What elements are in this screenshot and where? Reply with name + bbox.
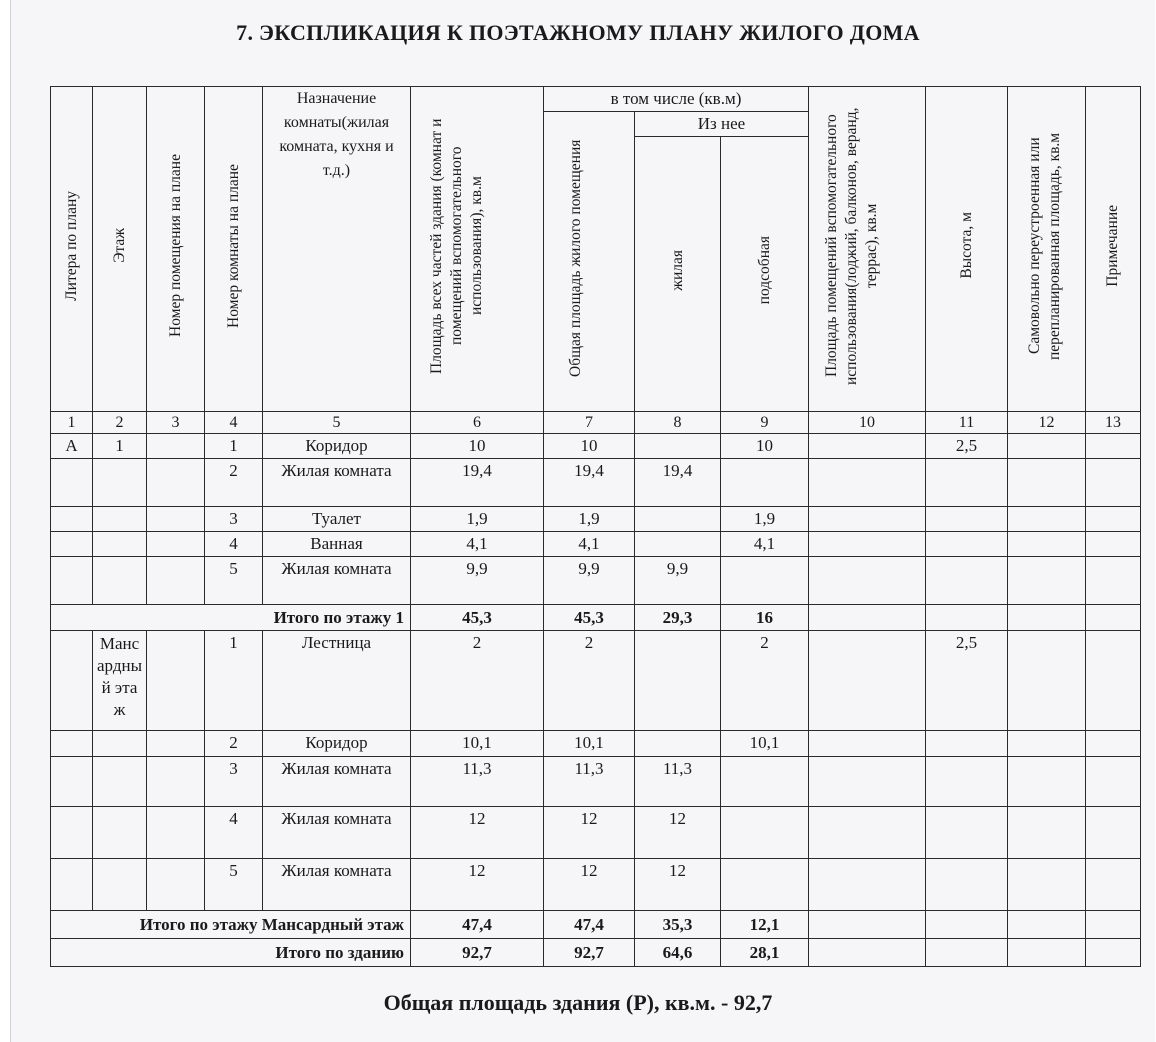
room-number: 4 <box>205 532 263 557</box>
room-name: Коридор <box>263 434 411 459</box>
general-area: 9,9 <box>544 557 635 605</box>
living-area: 12 <box>635 807 721 859</box>
header-auxiliary: подсобная <box>721 137 809 412</box>
header-including-group: в том числе (кв.м) <box>544 87 809 112</box>
col-number: 8 <box>635 412 721 434</box>
room-number: 3 <box>205 507 263 532</box>
total-area: 12 <box>411 807 544 859</box>
general-area: 12 <box>544 859 635 911</box>
col-number: 12 <box>1008 412 1086 434</box>
header-floor: Этаж <box>93 87 147 412</box>
header-of-which: Из нее <box>635 112 809 137</box>
table-row <box>51 459 1141 507</box>
col-number: 3 <box>147 412 205 434</box>
room-name: Жилая комната <box>263 807 411 859</box>
living-area: 9,9 <box>635 557 721 605</box>
floor-cell: 1 <box>93 434 147 459</box>
header-general-area: Общая площадь жилого помещения <box>544 112 635 412</box>
auxiliary-area: 10,1 <box>721 731 809 757</box>
subtotal-label: Итого по этажу 1 <box>51 605 411 631</box>
table-row <box>51 757 1141 807</box>
header-litera: Литера по плану <box>51 87 93 412</box>
room-number: 5 <box>205 859 263 911</box>
height-value: 2,5 <box>926 434 1008 459</box>
height-value: 2,5 <box>926 631 1008 731</box>
living-area <box>635 434 721 459</box>
col-number: 1 <box>51 412 93 434</box>
room-name: Жилая комната <box>263 557 411 605</box>
building-auxiliary: 28,1 <box>721 939 809 967</box>
auxiliary-area: 10 <box>721 434 809 459</box>
table-row <box>51 532 1141 557</box>
header-total-area: Площадь всех частей здания (комнат и помещений вспомогательного использования), кв.м <box>411 87 544 412</box>
room-number: 4 <box>205 807 263 859</box>
room-number: 3 <box>205 757 263 807</box>
subtotal-row <box>51 911 1141 939</box>
room-name: Ванная <box>263 532 411 557</box>
room-name: Жилая комната <box>263 757 411 807</box>
auxiliary-area <box>721 807 809 859</box>
header-height: Высота, м <box>926 87 1008 412</box>
total-area-summary: Общая площадь здания (Р), кв.м. - 92,7 <box>383 990 773 1015</box>
subtotal-row <box>51 605 1141 631</box>
general-area: 11,3 <box>544 757 635 807</box>
col-number: 13 <box>1086 412 1141 434</box>
subtotal-living: 29,3 <box>635 605 721 631</box>
auxiliary-area: 1,9 <box>721 507 809 532</box>
litera-cell: А <box>51 434 93 459</box>
header-auxiliary-area: Площадь помещений вспомогательного использования(лоджий, балконов, веранд, террас), кв.м <box>809 87 926 412</box>
total-area: 12 <box>411 859 544 911</box>
attic-floor-label: Мансардный этаж <box>97 634 142 719</box>
room-name: Коридор <box>263 731 411 757</box>
living-area: 12 <box>635 859 721 911</box>
room-name: Лестница <box>263 631 411 731</box>
table-row <box>51 557 1141 605</box>
general-area: 2 <box>544 631 635 731</box>
header-unauthorized-area: Самовольно переустроенная или перепланированная площадь, кв.м <box>1008 87 1086 412</box>
table-row <box>51 631 1141 731</box>
living-area: 19,4 <box>635 459 721 507</box>
room-number: 1 <box>205 434 263 459</box>
table-row <box>51 434 1141 459</box>
table-row <box>51 859 1141 911</box>
living-area <box>635 507 721 532</box>
living-area <box>635 532 721 557</box>
general-area: 10 <box>544 434 635 459</box>
building-total-row <box>51 939 1141 967</box>
room-name: Туалет <box>263 507 411 532</box>
subtotal-label: Итого по этажу Мансардный этаж <box>51 911 411 939</box>
building-total: 92,7 <box>411 939 544 967</box>
total-area: 4,1 <box>411 532 544 557</box>
building-general: 92,7 <box>544 939 635 967</box>
room-number: 2 <box>205 731 263 757</box>
column-numbers-row <box>51 412 1141 434</box>
living-area: 11,3 <box>635 757 721 807</box>
header-room-purpose: Назначение комнаты(жилая комната, кухня и т.д.) <box>263 87 411 412</box>
auxiliary-area <box>721 757 809 807</box>
explication-table-wrapper <box>50 86 1140 960</box>
room-number: 1 <box>205 631 263 731</box>
col-number: 6 <box>411 412 544 434</box>
table-row <box>51 807 1141 859</box>
subtotal-total: 47,4 <box>411 911 544 939</box>
explication-table <box>50 86 1141 967</box>
auxiliary-area: 4,1 <box>721 532 809 557</box>
living-area <box>635 631 721 731</box>
header-premises-number: Номер помещения на плане <box>147 87 205 412</box>
header-living: жилая <box>635 137 721 412</box>
subtotal-auxiliary: 12,1 <box>721 911 809 939</box>
col-number: 7 <box>544 412 635 434</box>
room-number: 5 <box>205 557 263 605</box>
total-area: 10 <box>411 434 544 459</box>
building-total-label: Итого по зданию <box>51 939 411 967</box>
col-number: 2 <box>93 412 147 434</box>
general-area: 12 <box>544 807 635 859</box>
col-number: 10 <box>809 412 926 434</box>
subtotal-auxiliary: 16 <box>721 605 809 631</box>
room-name: Жилая комната <box>263 859 411 911</box>
table-row <box>51 507 1141 532</box>
subtotal-general: 45,3 <box>544 605 635 631</box>
total-area: 9,9 <box>411 557 544 605</box>
col-number: 11 <box>926 412 1008 434</box>
document-title: 7. ЭКСПЛИКАЦИЯ К ПОЭТАЖНОМУ ПЛАНУ ЖИЛОГО ДОМА <box>236 20 920 45</box>
auxiliary-area <box>721 459 809 507</box>
header-note: Примечание <box>1086 87 1141 412</box>
general-area: 1,9 <box>544 507 635 532</box>
building-living: 64,6 <box>635 939 721 967</box>
total-area: 1,9 <box>411 507 544 532</box>
subtotal-living: 35,3 <box>635 911 721 939</box>
auxiliary-area <box>721 557 809 605</box>
general-area: 10,1 <box>544 731 635 757</box>
col-number: 4 <box>205 412 263 434</box>
room-name: Жилая комната <box>263 459 411 507</box>
table-row <box>51 731 1141 757</box>
auxiliary-area <box>721 859 809 911</box>
header-room-number: Номер комнаты на плане <box>205 87 263 412</box>
room-number: 2 <box>205 459 263 507</box>
total-area: 10,1 <box>411 731 544 757</box>
general-area: 4,1 <box>544 532 635 557</box>
living-area <box>635 731 721 757</box>
col-number: 9 <box>721 412 809 434</box>
total-area: 2 <box>411 631 544 731</box>
auxiliary-area: 2 <box>721 631 809 731</box>
total-area: 19,4 <box>411 459 544 507</box>
general-area: 19,4 <box>544 459 635 507</box>
total-area: 11,3 <box>411 757 544 807</box>
subtotal-total: 45,3 <box>411 605 544 631</box>
col-number: 5 <box>263 412 411 434</box>
subtotal-general: 47,4 <box>544 911 635 939</box>
